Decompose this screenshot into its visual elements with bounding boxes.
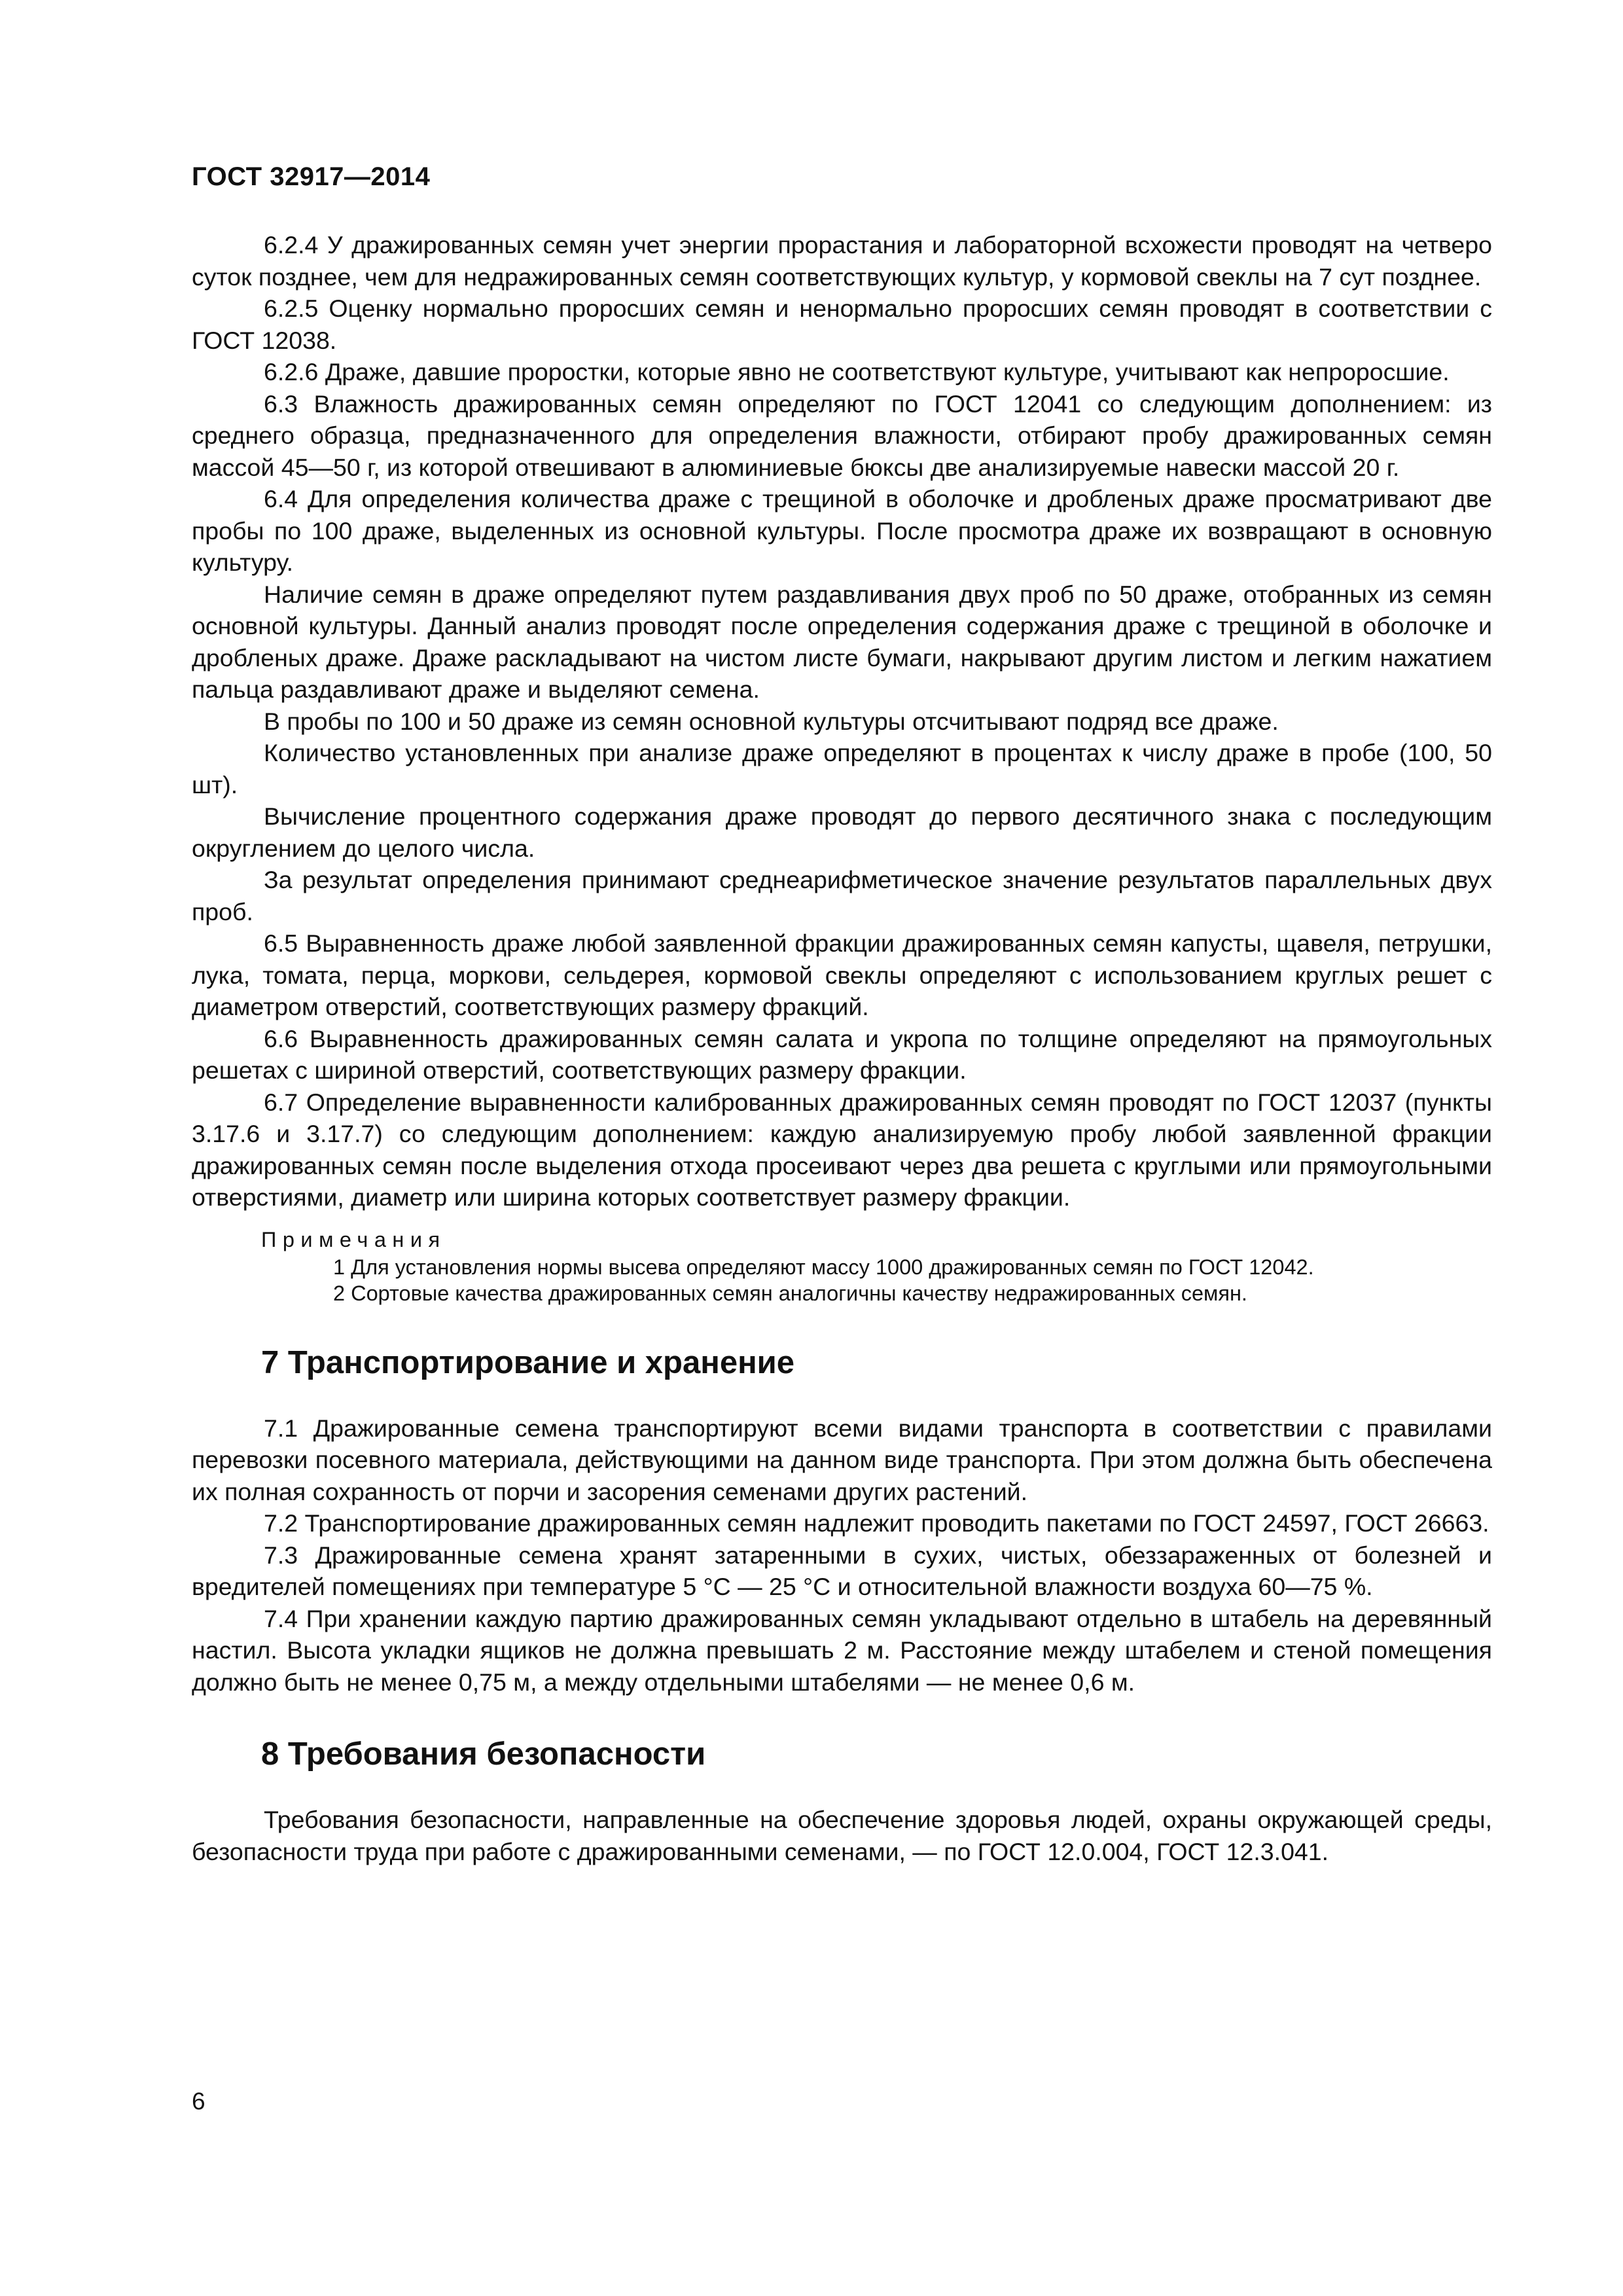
paragraph-6-6: 6.6 Выравненность дражированных семян салата и укропа по толщине определяют на прямоугольных решетах с шириной отверстий, соответствующих размеру фракции.	[192, 1024, 1492, 1084]
paragraph-result: За результат определения принимают среднеарифметическое значение результатов параллельных двух проб.	[192, 866, 1492, 925]
note-1: 1 Для установления нормы высева определяют массу 1000 дражированных семян по ГОСТ 12042.	[333, 1255, 1314, 1279]
paragraph-6-5: 6.5 Выравненность драже любой заявленной фракции дражированных семян капусты, щавеля, петрушки, лука, томата, перца, моркови, сельдерея, кормовой свеклы определяют с использованием круглых решет с диаметром отверстий, соответствующих размеру фракций.	[192, 929, 1492, 1020]
paragraph-seed-presence: Наличие семян в драже определяют путем раздавливания двух проб по 50 драже, отобранных из семян основной культуры. Данный анализ проводят после определения содержания драже с трещиной в оболочке и дробленых драже. Драже раскладывают на чистом листе бумаги, накрывают другим листом и легким нажатием пальца раздавливают драже и выделяют семена.	[192, 580, 1492, 703]
paragraph-7-2: 7.2 Транспортирование дражированных семян надлежит проводить пакетами по ГОСТ 24597, ГОСТ 26663.	[264, 1509, 1489, 1537]
paragraph-7-4: 7.4 При хранении каждую партию дражированных семян укладывают отдельно в штабель на деревянный настил. Высота укладки ящиков не должна превышать 2 м. Расстояние между штабелем и стеной помещения должно быть не менее 0,75 м, а между отдельными штабелями — не менее 0,6 м.	[192, 1604, 1492, 1696]
paragraph-7-3: 7.3 Дражированные семена хранят затаренными в сухих, чистых, обеззараженных от болезней и вредителей помещениях при температуре 5 °С — 25 °С и относительной влажности воздуха 60—75 %.	[192, 1541, 1492, 1600]
page-content	[192, 229, 1492, 1867]
page-number: 6	[192, 2088, 205, 2115]
notes-title: Примечания	[261, 1227, 446, 1251]
paragraph-6-4: 6.4 Для определения количества драже с трещиной в оболочке и дробленых драже просматривают две пробы по 100 драже, выделенных из основной культуры. После просмотра драже их возвращают в основную культуру.	[192, 485, 1492, 576]
paragraph-6-3: 6.3 Влажность дражированных семян определяют по ГОСТ 12041 со следующим дополнением: из среднего образца, предназначенного для определения влажности, отбирают пробу дражированных семян массой 45—50 г, из которой отвешивают в алюминиевые бюксы две анализируемые навески массой 20 г.	[192, 389, 1492, 481]
note-2: 2 Сортовые качества дражированных семян аналогичны качеству недражированных семян.	[333, 1281, 1247, 1305]
paragraph-6-7: 6.7 Определение выравненности калиброванных дражированных семян проводят по ГОСТ 12037 (пункты 3.17.6 и 3.17.7) со следующим дополнением: каждую анализируемую пробу любой заявленной фракции дражированных семян после выделения отхода просеивают через два решета с круглыми или прямоугольными отверстиями, диаметр или ширина которых соответствует размеру фракции.	[192, 1088, 1492, 1211]
paragraph-percent-count: Количество установленных при анализе драже определяют в процентах к числу драже в пробе (100, 50 шт).	[192, 739, 1492, 798]
section-8-heading: 8 Требования безопасности	[261, 1736, 706, 1772]
paragraph-6-2-6: 6.2.6 Драже, давшие проростки, которые явно не соответствуют культуре, учитывают как непроросшие.	[264, 358, 1450, 386]
notes-block	[261, 1227, 1492, 1306]
paragraph-6-2-4: 6.2.4 У дражированных семян учет энергии прорастания и лабораторной всхожести проводят на четверо суток позднее, чем для недражированных семян соответствующих культур, у кормовой свеклы на 7 сут позднее.	[192, 231, 1492, 291]
section-7-heading: 7 Транспортирование и хранение	[261, 1344, 795, 1380]
paragraph-6-2-5: 6.2.5 Оценку нормально проросших семян и ненормально проросших семян проводят в соответствии с ГОСТ 12038.	[192, 295, 1492, 354]
document-code-header: ГОСТ 32917—2014	[192, 162, 431, 191]
paragraph-sample-count: В пробы по 100 и 50 драже из семян основной культуры отсчитывают подряд все драже.	[264, 707, 1279, 735]
paragraph-8-safety: Требования безопасности, направленные на обеспечение здоровья людей, охраны окружающей среды, безопасности труда при работе с дражированными семенами, — по ГОСТ 12.0.004, ГОСТ 12.3.041.	[192, 1806, 1492, 1865]
paragraph-calculation: Вычисление процентного содержания драже проводят до первого десятичного знака с последующим округлением до целого числа.	[192, 802, 1492, 862]
paragraph-7-1: 7.1 Дражированные семена транспортируют всеми видами транспорта в соответствии с правилами перевозки посевного материала, действующими на данном виде транспорта. При этом должна быть обеспечена их полная сохранность от порчи и засорения семенами других растений.	[192, 1414, 1492, 1505]
